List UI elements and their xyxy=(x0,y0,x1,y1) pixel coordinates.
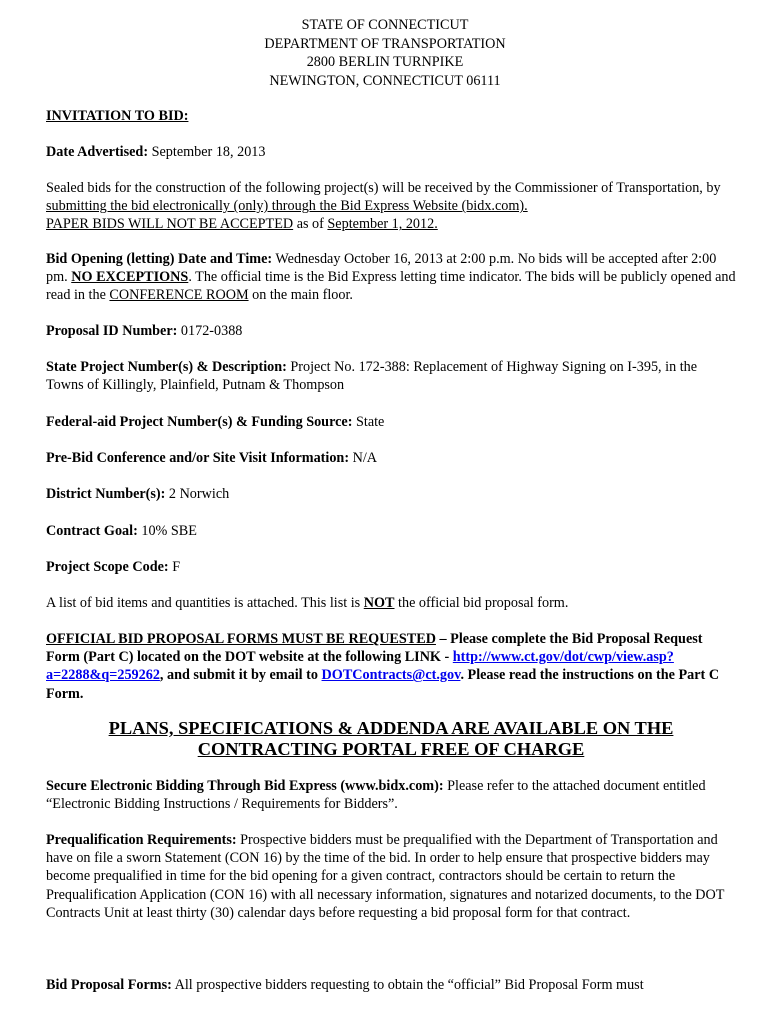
header-line-city: NEWINGTON, CONNECTICUT 06111 xyxy=(269,72,501,89)
sealed-bids-electronic-note: submitting the bid electronically (only) through the Bid Express Website (bidx.com). xyxy=(46,198,528,215)
sealed-bids-text: Sealed bids for the construction of the following project(s) will be received by the Commissioner of Transportation, by xyxy=(46,180,721,196)
district-label: District Number(s): xyxy=(46,486,166,502)
pre-bid-value: N/A xyxy=(349,450,378,466)
bid-opening-text: . The official time is the Bid Express letting time indicator. The bids will be publicly opened and read in the xyxy=(46,269,736,304)
bid-proposal-forms-value: All prospective bidders requesting to obtain the “official” Bid Proposal Form must xyxy=(171,977,644,993)
plans-heading-line1: PLANS, SPECIFICATIONS & ADDENDA ARE AVAILABLE ON THE xyxy=(108,718,674,738)
sealed-bids-paragraph xyxy=(46,179,736,234)
proposal-id xyxy=(46,322,736,340)
state-project-value: Project No. 172-388: Replacement of Highway Signing on I-395, in the Towns of Killingly, Plainfield, Putnam & Thompson xyxy=(46,359,698,394)
contract-goal xyxy=(46,522,736,540)
secure-bidding xyxy=(46,777,736,813)
proposal-id-value: 0172-0388 xyxy=(177,323,243,339)
contract-goal-value: 10% SBE xyxy=(137,523,197,539)
pre-bid-label: Pre-Bid Conference and/or Site Visit Information: xyxy=(46,450,350,466)
dot-contracts-email-link[interactable]: DOTContracts@ct.gov xyxy=(321,667,461,684)
bid-items-note xyxy=(46,594,736,612)
date-advertised xyxy=(46,143,736,161)
official-forms-paragraph xyxy=(46,630,736,703)
header-line-state: STATE OF CONNECTICUT xyxy=(301,17,469,33)
header-line-department: DEPARTMENT OF TRANSPORTATION xyxy=(264,35,506,52)
state-project-label: State Project Number(s) & Description: xyxy=(46,359,287,375)
header-line-address: 2800 BERLIN TURNPIKE xyxy=(306,54,464,70)
proposal-id-label: Proposal ID Number: xyxy=(46,323,178,339)
federal-aid-label: Federal-aid Project Number(s) & Funding Source: xyxy=(46,414,353,430)
federal-aid-value: State xyxy=(352,414,385,430)
bid-opening-label: Bid Opening (letting) Date and Time: xyxy=(46,251,273,267)
official-forms-instructions: . Please read the instructions on the Part C Form. xyxy=(46,667,720,702)
bid-opening-paragraph xyxy=(46,250,736,305)
bid-items-text-end: the official bid proposal form. xyxy=(394,595,569,611)
district xyxy=(46,485,736,503)
date-advertised-value: September 18, 2013 xyxy=(148,144,266,160)
prequal-label: Prequalification Requirements: xyxy=(46,832,237,848)
official-forms-email-text: , and submit it by email to xyxy=(159,667,322,684)
sealed-bids-date: September 1, 2012. xyxy=(327,216,438,233)
bid-opening-floor: on the main floor. xyxy=(248,287,353,304)
state-project xyxy=(46,358,736,394)
bid-opening-datetime: Wednesday October 16, 2013 at 2:00 p.m. No bids will be accepted after 2:00 pm. xyxy=(46,251,717,286)
district-value: 2 Norwich xyxy=(165,486,230,502)
letterhead xyxy=(0,16,770,90)
scope-code xyxy=(46,558,736,576)
secure-bidding-value: Please refer to the attached document entitled “Electronic Bidding Instructions / Requirements for Bidders”. xyxy=(46,778,706,813)
federal-aid xyxy=(46,413,736,431)
bid-items-not: NOT xyxy=(363,595,395,611)
contract-goal-label: Contract Goal: xyxy=(46,523,138,539)
bid-proposal-request-link[interactable]: http://www.ct.gov/dot/cwp/view.asp?a=2288&q=259262 xyxy=(46,649,674,684)
paper-bids-note: PAPER BIDS WILL NOT BE ACCEPTED xyxy=(46,216,294,233)
scope-code-value: F xyxy=(168,559,181,575)
plans-heading-line2: CONTRACTING PORTAL FREE OF CHARGE xyxy=(197,739,585,759)
prequal-value: Prospective bidders must be prequalified with the Department of Transportation and have on file a sworn Statement (CON 16) by the time of the bid. In order to help ensure that prospective bidders may become prequalified in time for the bid opening for a given contract, contractors should be certain to return the Prequalification Application (CON 16) with all necessary information, signatures and notarized documents, to the DOT Contracts Unit at least thirty (30) calendar days before requesting a bid proposal form for that contract. xyxy=(46,832,725,921)
bid-items-text: A list of bid items and quantities is attached. This list is xyxy=(46,595,364,611)
conference-room: CONFERENCE ROOM xyxy=(109,287,249,304)
bid-proposal-forms xyxy=(46,976,736,994)
official-forms-heading: OFFICIAL BID PROPOSAL FORMS MUST BE REQUESTED xyxy=(46,631,436,647)
invitation-title: INVITATION TO BID: xyxy=(46,108,189,124)
date-advertised-label: Date Advertised: xyxy=(46,144,149,160)
official-forms-text: – Please complete the Bid Proposal Request Form (Part C) located on the DOT website at the following LINK - xyxy=(46,631,703,666)
sealed-bids-as-of: as of xyxy=(293,216,328,233)
prequalification xyxy=(46,831,736,922)
no-exceptions: NO EXCEPTIONS xyxy=(71,269,189,286)
pre-bid xyxy=(46,449,736,467)
bid-proposal-forms-label: Bid Proposal Forms: xyxy=(46,977,172,993)
plans-heading xyxy=(46,718,736,760)
scope-code-label: Project Scope Code: xyxy=(46,559,169,575)
secure-bidding-label: Secure Electronic Bidding Through Bid Express (www.bidx.com): xyxy=(46,778,444,794)
